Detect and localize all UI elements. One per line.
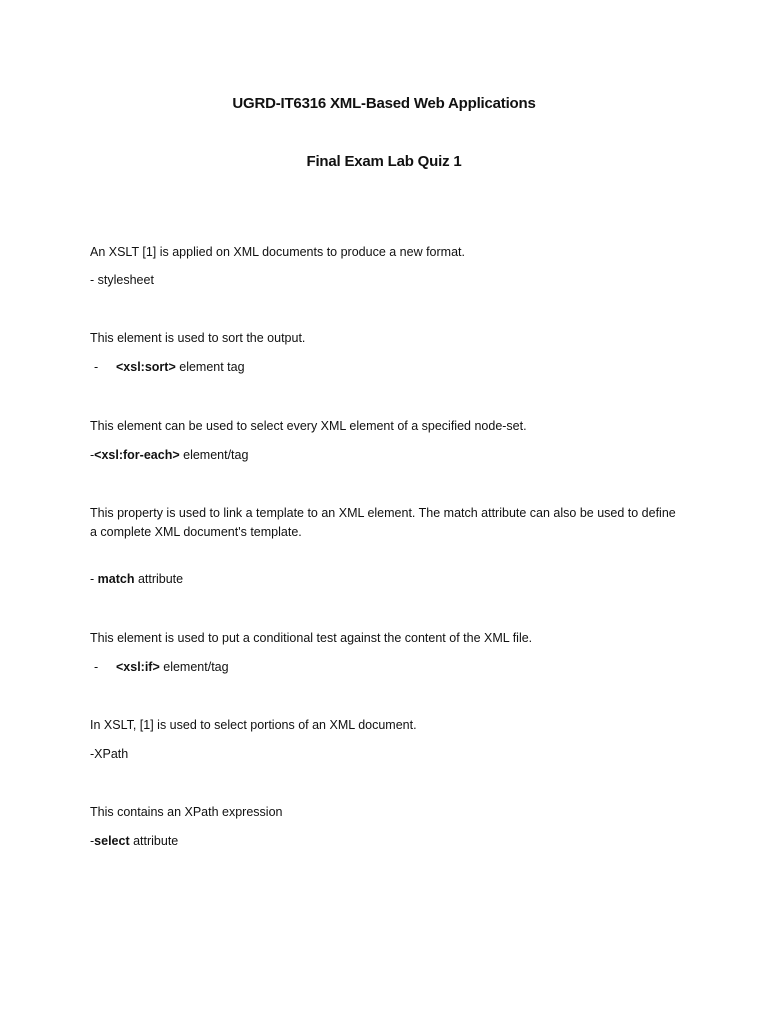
answer-2-dash: - [94, 360, 99, 374]
question-4: This property is used to link a template to an XML element. The match attribute can also be used to define a complete XML document's template. [90, 506, 676, 539]
answer-3 [90, 446, 248, 465]
question-5: This element is used to put a conditional test against the content of the XML file. [90, 631, 533, 645]
course-title: UGRD-IT6316 XML-Based Web Applications [232, 95, 536, 112]
answer-5-keyword: <xsl:if> [116, 660, 160, 674]
answer-7-dash: - [90, 834, 95, 848]
answer-5-dash: - [94, 660, 99, 674]
answer-1 [90, 271, 154, 290]
answer-7-keyword: select [94, 834, 130, 848]
answer-3-keyword: <xsl:for-each> [94, 448, 180, 462]
exam-title: Final Exam Lab Quiz 1 [306, 153, 462, 170]
answer-2-keyword: <xsl:sort> [116, 360, 176, 374]
answer-2 [94, 358, 245, 377]
question-3: This element can be used to select every XML element of a specified node-set. [90, 419, 527, 433]
question-6: In XSLT, [1] is used to select portions of an XML document. [90, 718, 417, 732]
question-2: This element is used to sort the output. [90, 331, 306, 345]
answer-3-dash: - [90, 448, 95, 462]
answer-5-suffix: element/tag [159, 660, 229, 674]
answer-5 [94, 658, 229, 677]
answer-1-text: - stylesheet [90, 273, 154, 287]
answer-6-text: -XPath [90, 747, 129, 761]
answer-2-suffix: element tag [175, 360, 245, 374]
answer-6 [90, 745, 128, 764]
question-7: This contains an XPath expression [90, 805, 283, 819]
answer-3-suffix: element/tag [179, 448, 249, 462]
answer-7-suffix: attribute [129, 834, 179, 848]
question-1: An XSLT [1] is applied on XML documents to produce a new format. [90, 245, 465, 259]
answer-4 [90, 570, 183, 589]
answer-4-suffix: attribute [134, 572, 184, 586]
answer-4-keyword: match [97, 572, 135, 586]
answer-4-dash: - [90, 572, 98, 586]
answer-7 [90, 832, 178, 851]
